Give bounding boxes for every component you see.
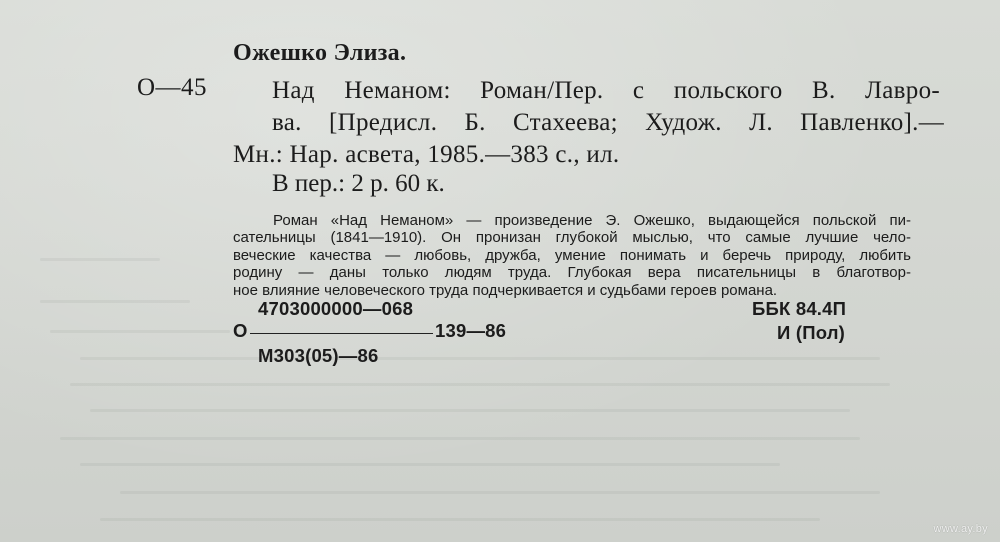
annotation-line: веческие качества — любовь, дружба, умение понимать и беречь природу, любить [233,246,911,264]
author-code: О—45 [137,74,208,101]
code-number: 4703000000—068 [258,298,414,319]
show-through-line [50,330,230,333]
show-through-line [80,357,880,360]
author-name: Ожешко Элиза. [233,40,407,66]
o-prefix: О [233,320,248,341]
show-through-line [100,518,820,521]
code-rule [250,333,433,334]
bbk-index: ББК 84.4П [752,298,847,319]
show-through-line [40,300,190,303]
annotation-line: ное влияние человеческого труда подчеркивается и судьбами героев романа. [233,281,778,299]
price-line: В пер.: 2 р. 60 к. [272,170,445,197]
title-line-1: Над Неманом: Роман/Пер. с польского В. Лавро- [272,77,940,104]
title-line-2: ва. [Предисл. Б. Стахеева; Худож. Л. Павленко].— [272,109,944,136]
show-through-line [40,258,160,261]
annotation-line: сательницы (1841—1910). Он пронизан глубокой мыслью, что самые лучшие чело- [233,229,911,247]
bbk-subindex: И (Пол) [777,322,846,343]
annotation-line: Роман «Над Неманом» — произведение Э. Ожешко, выдающейся польской пи- [273,212,911,229]
watermark: www.ay.by [933,523,988,535]
show-through-line [70,383,890,386]
show-through-line [120,491,880,494]
annotation-line: родину — даны только людям труда. Глубокая вера писательницы в благотвор- [233,264,911,282]
show-through-line [80,463,780,466]
code-suffix: 139—86 [435,320,507,341]
show-through-line [60,437,860,440]
annotation [233,212,911,299]
publisher-code: М303(05)—86 [258,345,379,366]
show-through-line [90,409,850,412]
title-line-3: Мн.: Нар. асвета, 1985.—383 с., ил. [233,141,620,168]
